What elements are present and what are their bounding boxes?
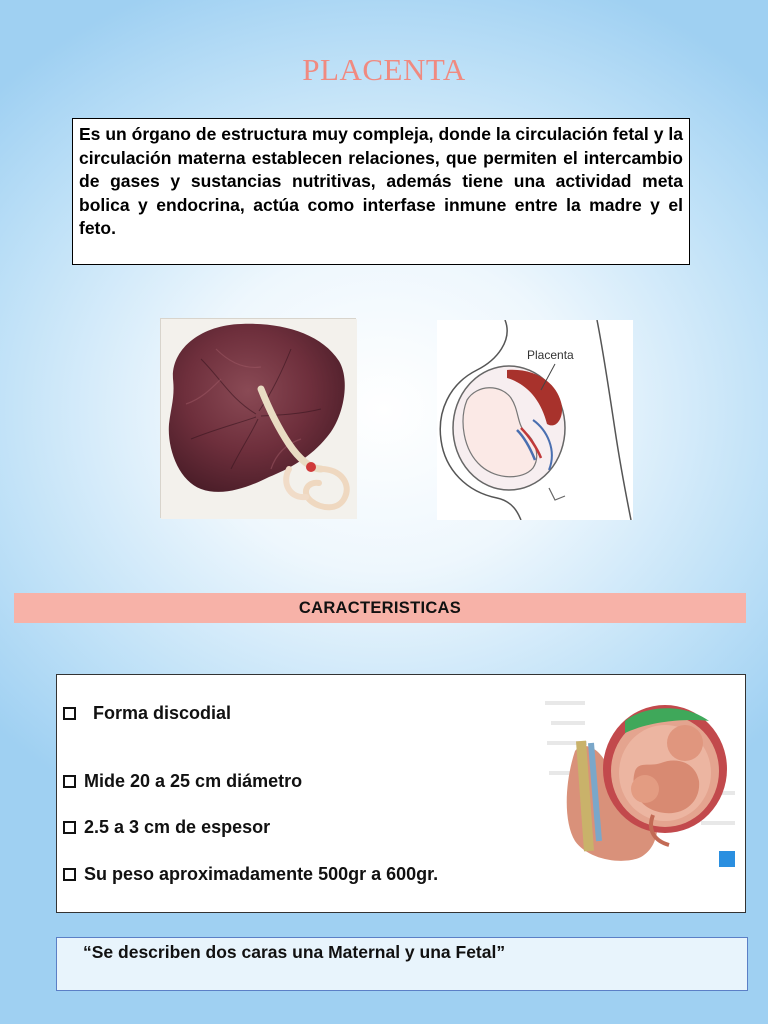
checkbox-bullet-icon [63,821,76,834]
checkbox-bullet-icon [63,707,76,720]
characteristic-text: Forma discodial [93,703,232,723]
pregnancy-diagram-graphic [437,320,633,520]
section-title: CARACTERISTICAS [298,599,462,617]
section-title-bar [14,593,746,623]
placenta-photo-graphic [161,319,357,519]
characteristic-text: Su peso aproximadamente 500gr a 600gr. [84,864,439,884]
slide-title: PLACENTA [302,52,466,87]
checkbox-bullet-icon [63,775,76,788]
quote-text: “Se describen dos caras una Maternal y una Fetal” [83,942,506,962]
list-item [63,864,438,885]
placenta-photo [160,318,356,518]
pregnancy-diagram [437,320,633,520]
fetus-uterus-illustration [545,681,741,877]
fetus-uterus-graphic [545,681,741,877]
characteristics-box [56,674,746,913]
checkbox-bullet-icon [63,868,76,881]
quote-box [56,937,748,991]
list-item [63,703,231,724]
diagram-label: Placenta [527,348,574,362]
intro-text-box [72,118,690,265]
characteristic-text: Mide 20 a 25 cm diámetro [84,771,303,791]
list-item [63,817,270,838]
characteristic-text: 2.5 a 3 cm de espesor [84,817,271,837]
intro-text: Es un órgano de estructura muy compleja, donde la circulación fetal y la circulación materna establecen relaciones, que permiten el intercambio de gases y sustancias nutritivas, además tiene una actividad meta bolica y endocrina, actúa como interfase inmune entre la madre y el feto. [79,124,683,238]
list-item [63,771,302,792]
